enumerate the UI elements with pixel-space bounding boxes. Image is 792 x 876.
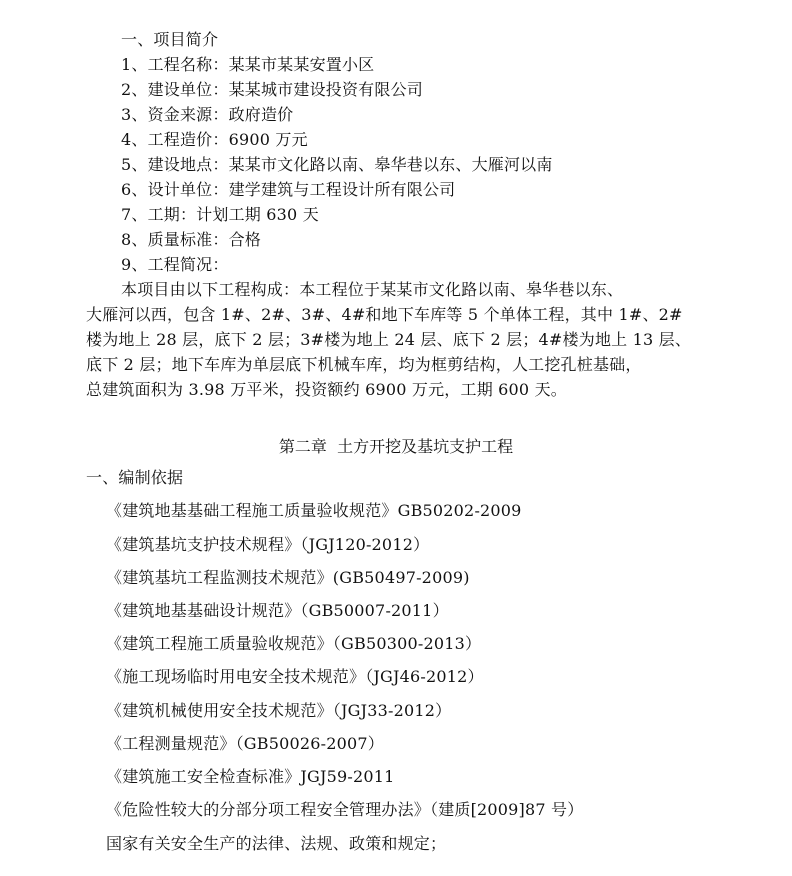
summary-line: 大雁河以西，包含 1#、2#、3#、4#和地下车库等 5 个单体工程，其中 1#、2# xyxy=(86,305,683,324)
reference-item: 《建筑地基基础工程施工质量验收规范》GB50202-2009 xyxy=(106,501,522,520)
chapter-title: 第二章 土方开挖及基坑支护工程 xyxy=(278,437,514,456)
section-heading-project-intro: 一、项目简介 xyxy=(121,30,219,49)
reference-item: 《建筑基坑支护技术规程》（JGJ120-2012） xyxy=(106,535,430,554)
summary-line: 楼为地上 28 层，底下 2 层；3#楼为地上 24 层、底下 2 层；4#楼为地上 13 层、 xyxy=(86,330,692,349)
project-item: 1、工程名称：某某市某某安置小区 xyxy=(121,55,375,74)
project-item: 6、设计单位：建学建筑与工程设计所有限公司 xyxy=(121,180,456,199)
reference-item: 《施工现场临时用电安全技术规范》（JGJ46-2012） xyxy=(106,667,484,686)
reference-item: 《建筑地基基础设计规范》（GB50007-2011） xyxy=(106,601,449,620)
summary-line: 本项目由以下工程构成：本工程位于某某市文化路以南、皋华巷以东、 xyxy=(121,280,624,299)
project-item: 3、资金来源：政府造价 xyxy=(121,105,294,124)
project-item: 5、建设地点：某某市文化路以南、皋华巷以东、大雁河以南 xyxy=(121,155,553,174)
reference-item: 《建筑机械使用安全技术规范》（JGJ33-2012） xyxy=(106,701,452,720)
section-heading-basis: 一、编制依据 xyxy=(86,468,184,487)
project-item: 2、建设单位：某某城市建设投资有限公司 xyxy=(121,80,423,99)
summary-line: 总建筑面积为 3.98 万平米，投资额约 6900 万元，工期 600 天。 xyxy=(86,380,567,399)
reference-item: 《建筑施工安全检查标准》JGJ59-2011 xyxy=(106,767,395,786)
reference-item: 《危险性较大的分部分项工程安全管理办法》（建质[2009]87 号） xyxy=(106,800,584,819)
reference-item: 《工程测量规范》（GB50026-2007） xyxy=(106,734,384,753)
summary-line: 底下 2 层；地下车库为单层底下机械车库，均为框剪结构，人工挖孔桩基础， xyxy=(86,355,642,374)
reference-item: 国家有关安全生产的法律、法规、政策和规定； xyxy=(106,834,447,853)
project-item: 7、工期：计划工期 630 天 xyxy=(121,205,319,224)
project-item: 4、工程造价：6900 万元 xyxy=(121,130,308,149)
project-item: 9、工程简况： xyxy=(121,255,229,274)
reference-item: 《建筑工程施工质量验收规范》（GB50300-2013） xyxy=(106,634,482,653)
project-item: 8、质量标准：合格 xyxy=(121,230,261,249)
reference-item: 《建筑基坑工程监测技术规范》(GB50497-2009) xyxy=(106,568,470,587)
